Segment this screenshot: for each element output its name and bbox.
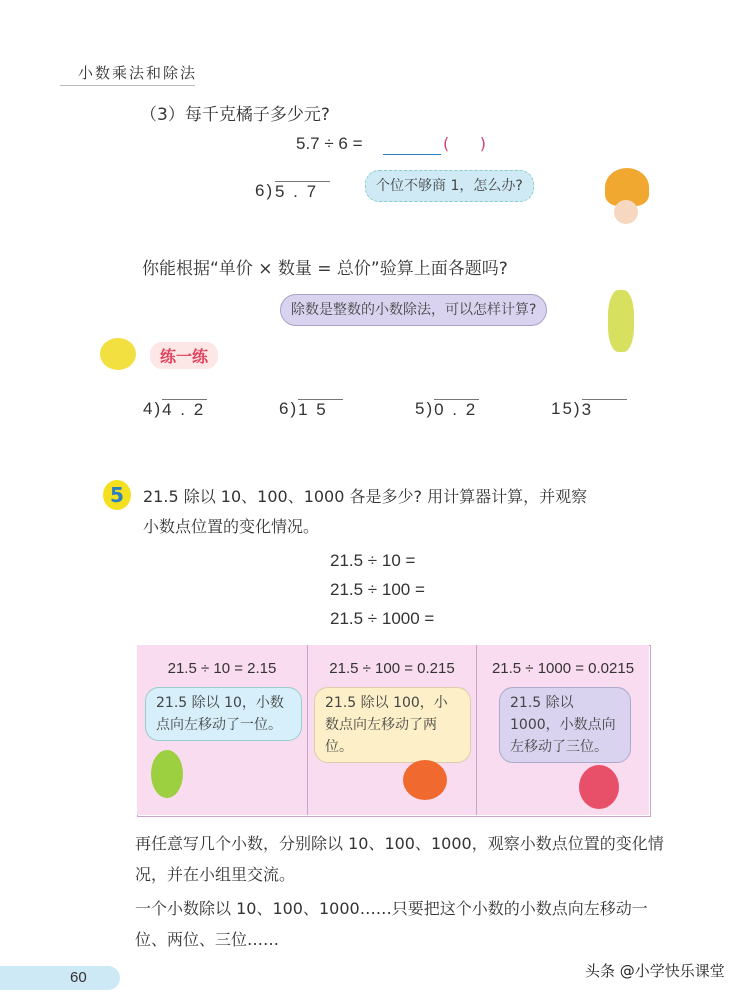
divisor: 5) bbox=[415, 399, 435, 418]
practice-item bbox=[551, 399, 687, 420]
mushroom-body bbox=[614, 200, 638, 224]
long-division-dividend: 5 . 7 bbox=[275, 181, 330, 202]
q3-equation: 5.7 ÷ 6 = bbox=[296, 134, 363, 153]
lemon-motorbike-icon bbox=[100, 338, 136, 370]
panel-speech-bubble: 21.5 除以 10，小数点向左移动了一位。 bbox=[145, 687, 302, 741]
result-panel-1000 bbox=[477, 645, 649, 815]
panel-speech-bubble: 21.5 除以 100，小数点向左移动了两位。 bbox=[314, 687, 471, 763]
divisor: 6) bbox=[279, 399, 299, 418]
page-number-tab bbox=[0, 966, 120, 990]
dividend: 0 . 2 bbox=[434, 400, 478, 419]
mushroom-speech-bubble: 个位不够商 1，怎么办? bbox=[365, 170, 534, 202]
example-text-line1: 21.5 除以 10、100、1000 各是多少? 用计算器计算，并观察 bbox=[143, 487, 588, 506]
practice-item bbox=[279, 399, 415, 420]
equation: 21.5 ÷ 100 = bbox=[330, 580, 425, 599]
example-number-badge: 5 bbox=[103, 480, 131, 510]
dividend: 4 . 2 bbox=[162, 400, 206, 419]
page-number: 60 bbox=[70, 969, 87, 986]
corn-speech-bubble: 除数是整数的小数除法，可以怎样计算? bbox=[280, 294, 547, 326]
question-3: （3）每千克橘子多少元? bbox=[140, 105, 330, 125]
long-division-divisor: 6) bbox=[255, 181, 275, 200]
watermark: 头条 @小学快乐课堂 bbox=[585, 962, 725, 980]
equation: 21.5 ÷ 1000 = bbox=[330, 609, 435, 628]
dividend: 3 bbox=[582, 399, 627, 420]
section-title: 小数乘法和除法 bbox=[78, 64, 198, 82]
practice-item bbox=[415, 399, 551, 420]
answer-blank[interactable] bbox=[383, 154, 441, 155]
panel-equation: 21.5 ÷ 100 = 0.215 bbox=[329, 660, 455, 677]
unit-paren: ( ) bbox=[443, 134, 486, 153]
green-pepper-character bbox=[151, 750, 183, 798]
divisor: 4) bbox=[143, 399, 163, 418]
result-panel-10 bbox=[137, 645, 308, 815]
conclusion-text: 一个小数除以 10、100、1000……只要把这个小数的小数点向左移动一位、两位、三位…… bbox=[135, 899, 648, 949]
corn-character bbox=[608, 290, 634, 352]
follow-up-text: 再任意写几个小数，分别除以 10、100、1000，观察小数点位置的变化情况，并在小组里交流。 bbox=[135, 834, 664, 884]
panel-equation: 21.5 ÷ 10 = 2.15 bbox=[167, 660, 277, 677]
practice-list bbox=[143, 399, 687, 420]
header-rule bbox=[60, 85, 195, 86]
equation: 21.5 ÷ 10 = bbox=[330, 551, 416, 570]
result-panel-100 bbox=[308, 645, 477, 815]
panel-speech-bubble: 21.5 除以 1000，小数点向左移动了三位。 bbox=[499, 687, 631, 763]
panel-equation: 21.5 ÷ 1000 = 0.0215 bbox=[491, 660, 635, 677]
radish-character bbox=[579, 765, 619, 809]
practice-title: 练一练 bbox=[150, 342, 218, 369]
practice-item bbox=[143, 399, 279, 420]
dividend: 1 5 bbox=[298, 399, 343, 420]
tomato-character bbox=[403, 760, 447, 800]
check-prompt: 你能根据“单价 × 数量 = 总价”验算上面各题吗? bbox=[142, 259, 508, 279]
example-text-line2: 小数点位置的变化情况。 bbox=[143, 517, 320, 536]
divisor: 15) bbox=[551, 399, 582, 418]
